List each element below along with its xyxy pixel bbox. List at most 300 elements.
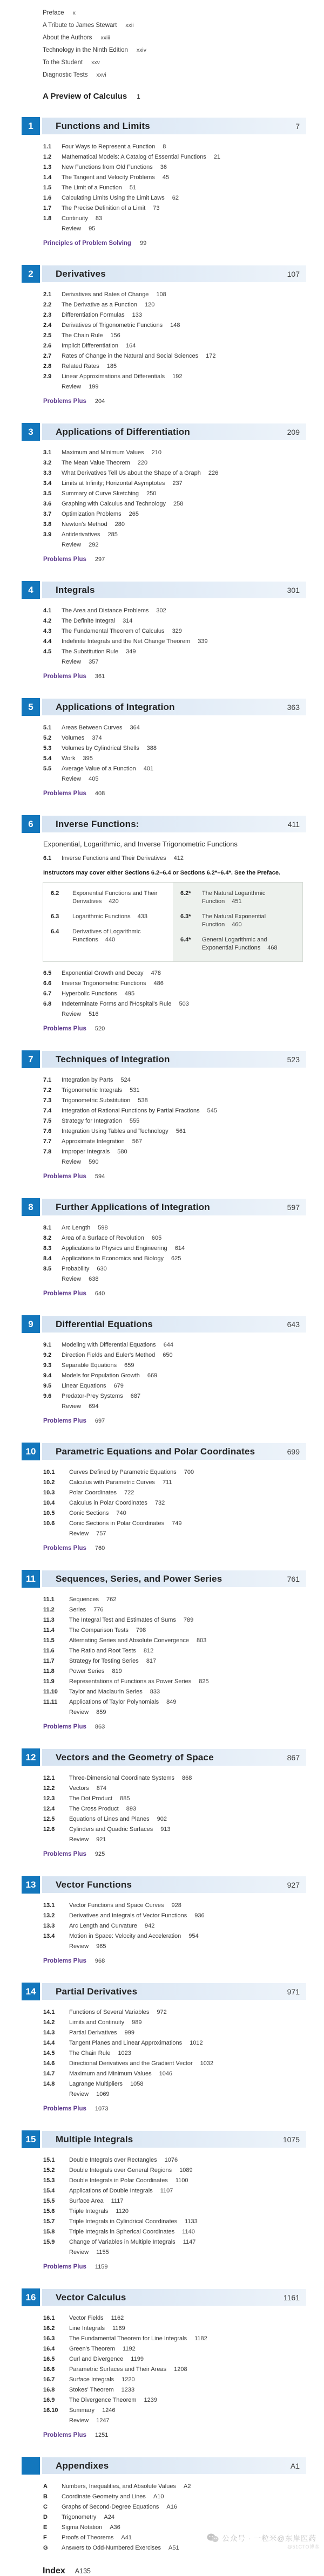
section-page: 285 [107,531,118,538]
toc-section-row [43,448,324,458]
toc-section-row [43,300,324,310]
section-number [43,224,62,234]
chapter-page: A1 [290,2461,300,2470]
toc-section-row [43,152,324,162]
review-row [43,1835,324,1845]
section-page: 1023 [118,2050,131,2056]
chapter-block [0,1198,324,1299]
section-title: Cylinders and Quadric Surfaces [69,1826,153,1833]
section-page: 819 [112,1668,122,1675]
section-page: 388 [146,745,157,751]
problems-plus-label: Principles of Problem Solving [43,240,131,247]
chapter-title: Applications of Differentiation [56,426,190,437]
section-page: 405 [89,776,99,782]
toc-section-row [43,1784,324,1794]
section-page: 972 [157,2009,167,2015]
problems-plus-page: 863 [94,1724,105,1730]
front-matter-page: xxii [125,22,134,29]
section-number: 16.10 [43,2407,58,2414]
section-number: 6.3 [51,913,59,920]
section-number: 8.4 [43,1255,52,1262]
toc-section-row [43,173,324,183]
section-title: Tangent Planes and Linear Approximations [69,2040,183,2046]
section-page: 292 [89,542,99,548]
section-title: Areas Between Curves [62,725,123,731]
problems-plus-page: 1073 [94,2106,109,2112]
problems-plus-row [43,1543,324,1554]
toc-section-row [43,1595,324,1605]
section-number: 3.4 [43,480,52,487]
section-page: 51 [129,185,137,191]
chapter-header [22,581,306,599]
section-page: 237 [172,480,183,487]
toc-section-row [43,1687,324,1697]
section-title: Double Integrals in Polar Coordinates [69,2177,168,2184]
review-label: Review [62,1276,82,1282]
front-matter-label: A Tribute to James Stewart [43,22,117,29]
review-row [43,382,324,392]
problems-plus-row [43,671,324,682]
front-matter-page: xxiii [100,34,110,41]
section-number: 13.3 [43,1923,55,1929]
problems-plus-page: 408 [94,790,105,797]
toc-section-row [43,2155,324,2165]
problems-plus-page: 968 [94,1958,105,1964]
section-number: 7.3 [43,1097,52,1104]
toc-section-row [43,183,324,193]
front-matter-row [43,31,324,44]
section-title: Related Rates [62,363,99,370]
section-number: E [43,2524,48,2531]
section-title: Four Ways to Represent a Function [62,144,156,150]
toc-section-row [43,1656,324,1666]
section-title: Conic Sections [69,1510,109,1516]
chapter-number-badge: 1 [22,117,40,135]
section-number: 16.4 [43,2346,55,2352]
section-title: Separable Equations [62,1362,117,1369]
chapter-page: 523 [287,1055,300,1064]
toc-section-row [43,1921,324,1931]
alt-column-left [43,883,173,961]
chapter-block [0,1876,324,1966]
chapter-title: Vector Functions [56,1879,132,1890]
section-number: 6.8 [43,1001,52,1007]
section-page: 1233 [121,2387,135,2393]
section-page: 21 [213,154,221,160]
section-number [43,382,62,392]
section-number: 8.3 [43,1245,52,1252]
toc-section-row [43,1075,324,1085]
toc-section-row [43,1350,324,1361]
section-number: 16.1 [43,2315,55,2321]
section-title: Double Integrals over Rectangles [69,2157,157,2163]
problems-plus-page: 925 [94,1851,105,1857]
toc-section-row [43,1794,324,1804]
section-title: Newton's Method [62,521,107,528]
section-number: 16.8 [43,2387,55,2393]
section-number: 10.2 [43,1479,55,1486]
section-page: 638 [89,1276,99,1282]
section-title: Trigonometry [62,2514,97,2520]
section-title: Answers to Odd-Numbered Exercises [62,2545,161,2551]
section-title: Representations of Functions as Power Series [69,1678,192,1685]
problems-plus-label: Problems Plus [43,1418,86,1424]
section-number: 15.6 [43,2208,55,2215]
problems-plus-label: Problems Plus [43,2264,86,2270]
section-title: The Chain Rule [69,2050,111,2056]
section-page: 694 [89,1403,99,1410]
toc-section-row [43,2048,324,2059]
toc-section-row [43,509,324,520]
chapter-block [0,581,324,682]
chapter-header [22,1198,306,1216]
section-page: 156 [110,332,120,339]
review-label: Review [62,1403,82,1410]
review-label: Review [69,2091,89,2097]
section-page: 1220 [122,2376,135,2383]
section-number: 15.5 [43,2198,55,2204]
toc-section-row [43,1096,324,1106]
section-number: 6.5 [43,970,52,976]
section-number: 11.4 [43,1627,55,1634]
section-page: 1089 [179,2167,193,2174]
section-title: The Mean Value Theorem [62,460,130,466]
section-title: Optimization Problems [62,511,122,517]
section-title: Three-Dimensional Coordinate Systems [69,1775,175,1781]
toc-section-row [43,310,324,320]
chapter-header [22,265,306,283]
toc-section-row [43,2165,324,2176]
section-number [43,1835,69,1845]
section-title: Applications to Physics and Engineering [62,1245,167,1252]
section-title: Applications of Double Integrals [69,2188,153,2194]
chapters-list [0,117,324,2553]
section-title: Strategy for Testing Series [69,1658,139,1664]
section-title: Average Value of a Function [62,766,136,772]
problems-plus-label: Problems Plus [43,2432,86,2438]
toc-section-row [43,203,324,214]
problems-plus-row [43,1416,324,1426]
alt-section-row [180,890,298,906]
section-number: G [43,2545,48,2551]
chapter-number-badge: 7 [22,1050,40,1068]
review-label: Review [69,1530,89,1537]
section-number: 7.1 [43,1077,52,1083]
section-page: 478 [151,970,161,976]
chapter-title: Parametric Equations and Polar Coordinates [56,1446,255,1457]
toc-section-row [43,2502,324,2512]
section-title: Curl and Divergence [69,2356,124,2362]
chapter-number-badge: 15 [22,2130,40,2148]
section-title: Series [69,1607,86,1613]
toc-section-row [43,1126,324,1137]
toc-section-row [43,968,324,979]
chapter-number-badge: 16 [22,2288,40,2306]
toc-section-row [43,2007,324,2018]
section-page: 364 [130,725,140,731]
toc-section-row [43,1814,324,1825]
section-text [72,928,163,944]
section-number: 14.8 [43,2081,55,2087]
section-number: 7.8 [43,1149,52,1155]
section-page: A24 [104,2514,114,2520]
section-page: A51 [168,2545,179,2551]
index-heading [43,2566,324,2576]
section-page: 1133 [185,2218,198,2225]
toc-section-row [43,2018,324,2028]
toc-section-row [43,1361,324,1371]
section-title: Predator-Prey Systems [62,1393,123,1399]
section-title: Linear Approximations and Differentials [62,373,165,380]
section-title: Area of a Surface of Revolution [62,1235,144,1241]
section-title: Triple Integrals in Spherical Coordinates [69,2229,175,2235]
preview-heading [43,92,324,101]
section-page: 913 [160,1826,171,1833]
section-number: 5.2 [43,735,52,741]
review-row [43,657,324,667]
toc-section-row [43,1488,324,1498]
review-label: Review [62,776,82,782]
toc-section-row [43,2313,324,2324]
section-page: 598 [98,1225,108,1231]
section-page: 8 [163,144,166,150]
section-page: 999 [124,2030,134,2036]
section-page: 220 [137,460,148,466]
section-page: 339 [198,638,208,645]
instructor-note: Instructors may cover either Sections 6.2–6.4 or Sections 6.2*–6.4*. See the Preface. [43,870,280,876]
section-title: Hyperbolic Functions [62,990,117,997]
section-page: 722 [124,1489,134,1496]
section-page: 687 [130,1393,141,1399]
section-number: 4.3 [43,628,52,634]
toc-section-row [43,193,324,203]
section-number: 3.8 [43,521,52,528]
toc-section-row [43,1106,324,1116]
section-title: The Ratio and Root Tests [69,1648,136,1654]
toc-section-row [43,2492,324,2502]
toc-section-row [43,1391,324,1402]
chapter-title-bar [42,265,306,282]
toc-section-row [43,331,324,341]
chapter-page: 971 [287,1987,300,1996]
section-page: 1117 [111,2198,124,2204]
problems-plus-page: 594 [94,1173,105,1180]
front-matter-label: Technology in the Ninth Edition [43,46,128,53]
toc-section-row [43,1381,324,1391]
problems-plus-label: Problems Plus [43,1545,86,1552]
section-number: 7.6 [43,1128,52,1135]
toc-section-row [43,2069,324,2079]
section-title: Integration of Rational Functions by Partial Fractions [62,1108,200,1114]
section-number: 3.9 [43,531,52,538]
toc-section-row [43,1677,324,1687]
front-matter-label: To the Student [43,59,83,66]
problems-plus-page: 760 [94,1545,105,1552]
section-number: 15.9 [43,2239,55,2245]
section-title: The Comparison Tests [69,1627,129,1634]
section-number: 5.3 [43,745,52,751]
section-title: Mathematical Models: A Catalog of Essential Functions [62,154,206,160]
toc-section-row [43,1371,324,1381]
section-number: 6.2* [180,890,191,897]
toc-section-row [43,2196,324,2206]
section-number: 11.3 [43,1617,55,1623]
chapter-title: Appendixes [56,2460,109,2471]
section-page: 164 [125,343,136,349]
chapter-title-bar [42,2457,306,2474]
chapter-title: Integrals [56,584,95,595]
section-number: 11.8 [43,1668,55,1675]
section-number: 2.4 [43,322,52,329]
toc-section-row [43,1467,324,1478]
toc-section-row [43,2354,324,2365]
section-title: Equations of Lines and Planes [69,1816,150,1822]
chapter-page: 7 [295,121,300,131]
section-number: 9.5 [43,1383,52,1389]
toc-section-row [43,2543,324,2553]
section-page: 199 [89,384,99,390]
section-page: 329 [172,628,182,634]
section-page: 172 [206,353,216,359]
front-matter-page: xxvi [96,71,106,78]
problems-plus-label: Problems Plus [43,790,86,797]
section-number: 13.4 [43,1933,55,1939]
chapter-page: 867 [287,1753,300,1762]
chapter-title-bar [42,1876,306,1893]
section-title: The Natural Exponential Function [202,913,266,928]
section-number [43,2416,69,2426]
section-number [43,2089,69,2100]
toc-section-row [43,489,324,499]
section-page: 833 [150,1689,160,1695]
section-number: 15.8 [43,2229,55,2235]
section-page: 711 [162,1479,172,1486]
section-title: The Cross Product [69,1806,119,1812]
toc-section-row [43,479,324,489]
section-number [43,774,62,784]
section-page: 1076 [164,2157,178,2163]
alt-section-row [180,913,298,929]
toc-section-row [43,999,324,1009]
front-matter-page: x [72,9,76,16]
section-title: Sequences [69,1596,99,1603]
toc-section-row [43,214,324,224]
section-title: Arc Length [62,1225,91,1231]
section-title: The Definite Integral [62,618,116,624]
section-number: 12.5 [43,1816,55,1822]
section-page: 357 [89,659,99,665]
section-number: 1.5 [43,185,52,191]
section-page: 669 [147,1372,158,1379]
section-title: What Derivatives Tell Us about the Shape of a Graph [62,470,201,476]
section-page: 1239 [144,2397,158,2403]
chapter-header [22,698,306,716]
section-number: 7.2 [43,1087,52,1094]
review-label: Review [62,542,82,548]
chapter-title-bar [42,2289,306,2306]
section-title: Indeterminate Forms and l'Hospital's Rule [62,1001,172,1007]
section-number: 11.10 [43,1689,58,1695]
toc-section-row [43,142,324,152]
section-number: F [43,2534,47,2541]
chapter-page: 209 [287,427,300,436]
section-number: 8.1 [43,1225,52,1231]
section-page: 62 [172,195,179,201]
section-number: 1.7 [43,205,52,211]
toc-section-row [43,1498,324,1508]
front-matter-label: Preface [43,9,64,16]
section-page: 893 [126,1806,137,1812]
section-number: 15.4 [43,2188,55,2194]
section-page: 580 [117,1149,127,1155]
section-page: 1100 [175,2177,188,2184]
toc-section-row [43,1137,324,1147]
section-title: General Logarithmic and Exponential Functions [202,937,267,951]
chapter-title-bar [42,1316,306,1333]
section-page: 812 [143,1648,154,1654]
chapter-title-bar [42,1443,306,1460]
chapter-block [0,1443,324,1554]
chapter-page: 643 [287,1320,300,1329]
section-number: 12.1 [43,1775,55,1781]
section-title: The Derivative as a Function [62,302,138,308]
problems-plus-row [43,1288,324,1299]
review-label: Review [62,1011,82,1017]
chapter-header [22,1050,306,1068]
review-label: Review [62,659,82,665]
section-number [43,1942,69,1952]
section-page: 825 [199,1678,209,1685]
chapter-header [22,423,306,441]
problems-plus-label: Problems Plus [43,1290,86,1297]
section-page: A2 [183,2483,191,2490]
toc-section-row [43,2176,324,2186]
problems-plus-row [43,2430,324,2441]
section-number: 10.4 [43,1500,55,1506]
section-page: 1032 [200,2060,214,2067]
section-page: 1192 [123,2346,136,2352]
toc-section-row [43,351,324,361]
section-title: Exponential Functions and Their Derivatives [72,890,158,905]
section-page: 644 [163,1342,174,1348]
section-number: 8.5 [43,1266,52,1272]
section-page: 817 [146,1658,157,1664]
section-page: 989 [132,2019,142,2026]
section-title: Partial Derivatives [69,2030,117,2036]
toc-section-row [43,2028,324,2038]
section-number: 5.5 [43,766,52,772]
toc-section-row [43,1519,324,1529]
section-number: 12.6 [43,1826,55,1833]
chapter-title-bar [42,1983,306,2000]
problems-plus-page: 640 [94,1290,105,1297]
section-number: 4.5 [43,648,52,655]
problems-plus-label: Problems Plus [43,1173,86,1180]
section-number: 12.3 [43,1795,55,1802]
section-text [72,913,147,921]
section-page: 1058 [130,2081,144,2087]
chapter-header [22,1315,306,1333]
problems-plus-label: Problems Plus [43,673,86,680]
section-page: 349 [126,648,136,655]
section-title: Polar Coordinates [69,1489,117,1496]
section-title: Line Integrals [69,2325,105,2332]
toc-section-row [43,2237,324,2247]
section-number: 13.2 [43,1912,55,1919]
chapter-block [0,1315,324,1426]
problems-plus-row [43,788,324,799]
section-number: D [43,2514,48,2520]
